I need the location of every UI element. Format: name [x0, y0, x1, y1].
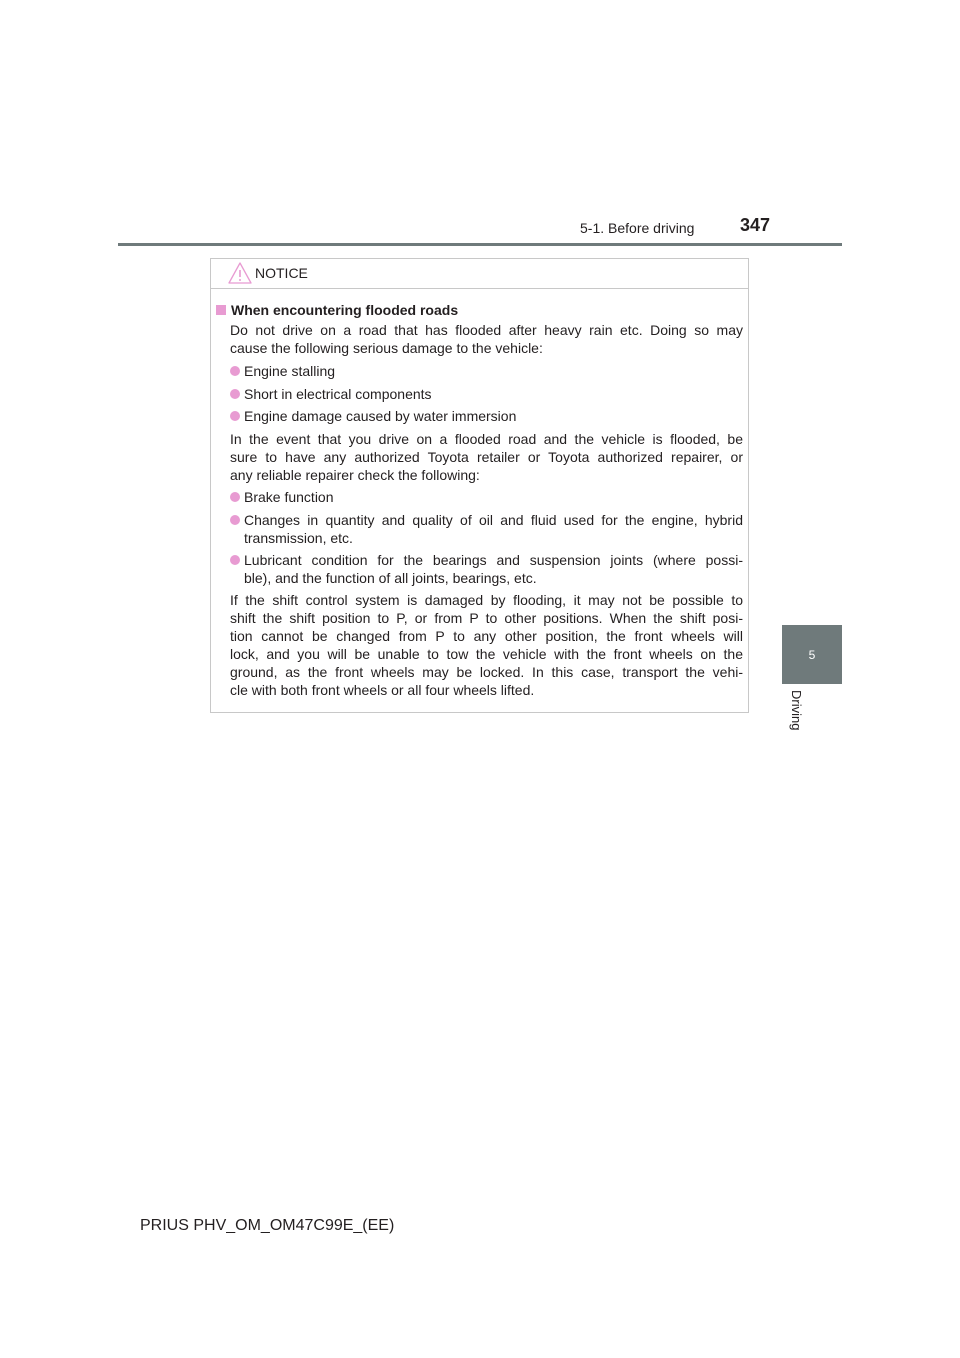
- notice-title: NOTICE: [255, 265, 308, 281]
- check-line: sure to have any authorized Toyota retailer or Toyota authorized repairer, or: [230, 449, 743, 465]
- damage-item-text: Engine stalling: [244, 363, 336, 379]
- circle-bullet-icon: [230, 555, 240, 565]
- intro-paragraph: [230, 321, 743, 357]
- section-heading: [216, 301, 458, 319]
- shift-line: lock, and you will be unable to tow the vehicle with the front wheels on the: [230, 646, 743, 662]
- shift-line: shift the shift position to P, or from P to other positions. When the shift posi-: [230, 610, 743, 626]
- intro-line: cause the following serious damage to the vehicle:: [230, 340, 543, 356]
- circle-bullet-icon: [230, 366, 240, 376]
- check-line: any reliable repairer check the following:: [230, 467, 480, 483]
- circle-bullet-icon: [230, 411, 240, 421]
- shift-paragraph: [230, 591, 743, 699]
- damage-item-text: Short in electrical components: [244, 386, 432, 402]
- check-paragraph: [230, 430, 743, 484]
- circle-bullet-icon: [230, 492, 240, 502]
- warning-triangle-icon: [227, 261, 253, 285]
- notice-header: [211, 259, 748, 289]
- check-item-text: Lubricant condition for the bearings and suspension joints (where possi- ble), and the function of all joints, bearings, etc.: [244, 552, 743, 586]
- check-item-text: Brake function: [244, 489, 334, 505]
- circle-bullet-icon: [230, 389, 240, 399]
- chapter-tab: [782, 625, 842, 684]
- check-line: In the event that you drive on a flooded road and the vehicle is flooded, be: [230, 431, 743, 447]
- chapter-number: 5: [808, 647, 816, 662]
- section-heading-text: When encountering flooded roads: [231, 302, 459, 318]
- shift-line: If the shift control system is damaged by flooding, it may not be possible to: [230, 592, 743, 608]
- header-section-title: 5-1. Before driving: [580, 220, 695, 236]
- shift-line: tion cannot be changed from P to any other position, the front wheels will: [230, 628, 743, 644]
- document-code: PRIUS PHV_OM_OM47C99E_(EE): [140, 1217, 395, 1234]
- shift-line: cle with both front wheels or all four wheels lifted.: [230, 682, 535, 698]
- check-item-text: Changes in quantity and quality of oil and fluid used for the engine, hybrid transmission, etc.: [244, 512, 743, 546]
- circle-bullet-icon: [230, 515, 240, 525]
- square-bullet-icon: [216, 305, 226, 315]
- page-number: 347: [740, 215, 771, 235]
- notice-box: [210, 258, 749, 713]
- shift-line: ground, as the front wheels may be locked. In this case, transport the vehi-: [230, 664, 743, 680]
- damage-item-text: Engine damage caused by water immersion: [244, 408, 517, 424]
- chapter-name: Driving: [789, 690, 804, 731]
- intro-line: Do not drive on a road that has flooded after heavy rain etc. Doing so may: [230, 322, 743, 338]
- header-rule: [118, 243, 842, 246]
